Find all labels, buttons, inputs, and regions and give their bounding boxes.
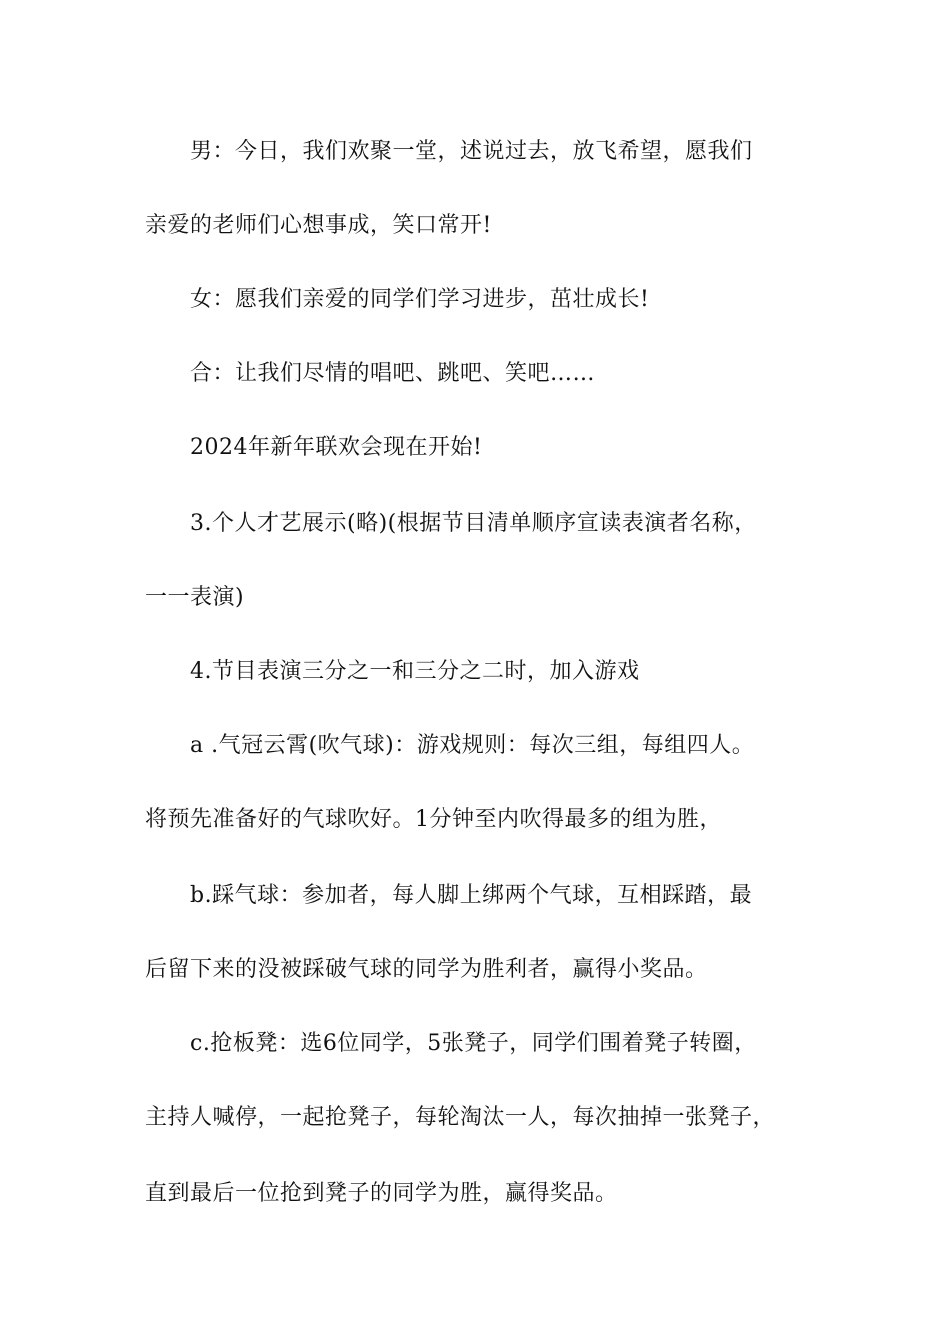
paragraph-line: 后留下来的没被踩破气球的同学为胜利者，赢得小奖品。 — [145, 957, 708, 982]
paragraph-line: 4.节目表演三分之一和三分之二时，加入游戏 — [190, 659, 640, 684]
paragraph-line: 亲爱的老师们心想事成，笑口常开! — [145, 213, 492, 238]
paragraph-line: 将预先准备好的气球吹好。1分钟至内吹得最多的组为胜， — [145, 807, 722, 832]
paragraph-line: 3.个人才艺展示(略)(根据节目清单顺序宣读表演者名称， — [190, 511, 757, 536]
paragraph-line: 一一表演) — [145, 585, 245, 610]
paragraph-line: 女：愿我们亲爱的同学们学习进步，茁壮成长! — [190, 287, 650, 312]
paragraph-line: 合：让我们尽情的唱吧、跳吧、笑吧…… — [190, 361, 596, 386]
paragraph-line: 主持人喊停，一起抢凳子，每轮淘汰一人，每次抽掉一张凳子， — [145, 1105, 776, 1130]
paragraph-line: a .气冠云霄(吹气球)：游戏规则：每次三组，每组四人。 — [190, 733, 755, 758]
paragraph-line: c.抢板凳：选6位同学，5张凳子，同学们围着凳子转圈， — [190, 1031, 757, 1056]
paragraph-line: 直到最后一位抢到凳子的同学为胜，赢得奖品。 — [145, 1181, 618, 1206]
paragraph-line: 2024年新年联欢会现在开始! — [190, 435, 483, 460]
paragraph-line: 男：今日，我们欢聚一堂，述说过去，放飞希望，愿我们 — [190, 139, 753, 164]
paragraph-line: b.踩气球：参加者，每人脚上绑两个气球，互相踩踏，最 — [190, 883, 753, 908]
